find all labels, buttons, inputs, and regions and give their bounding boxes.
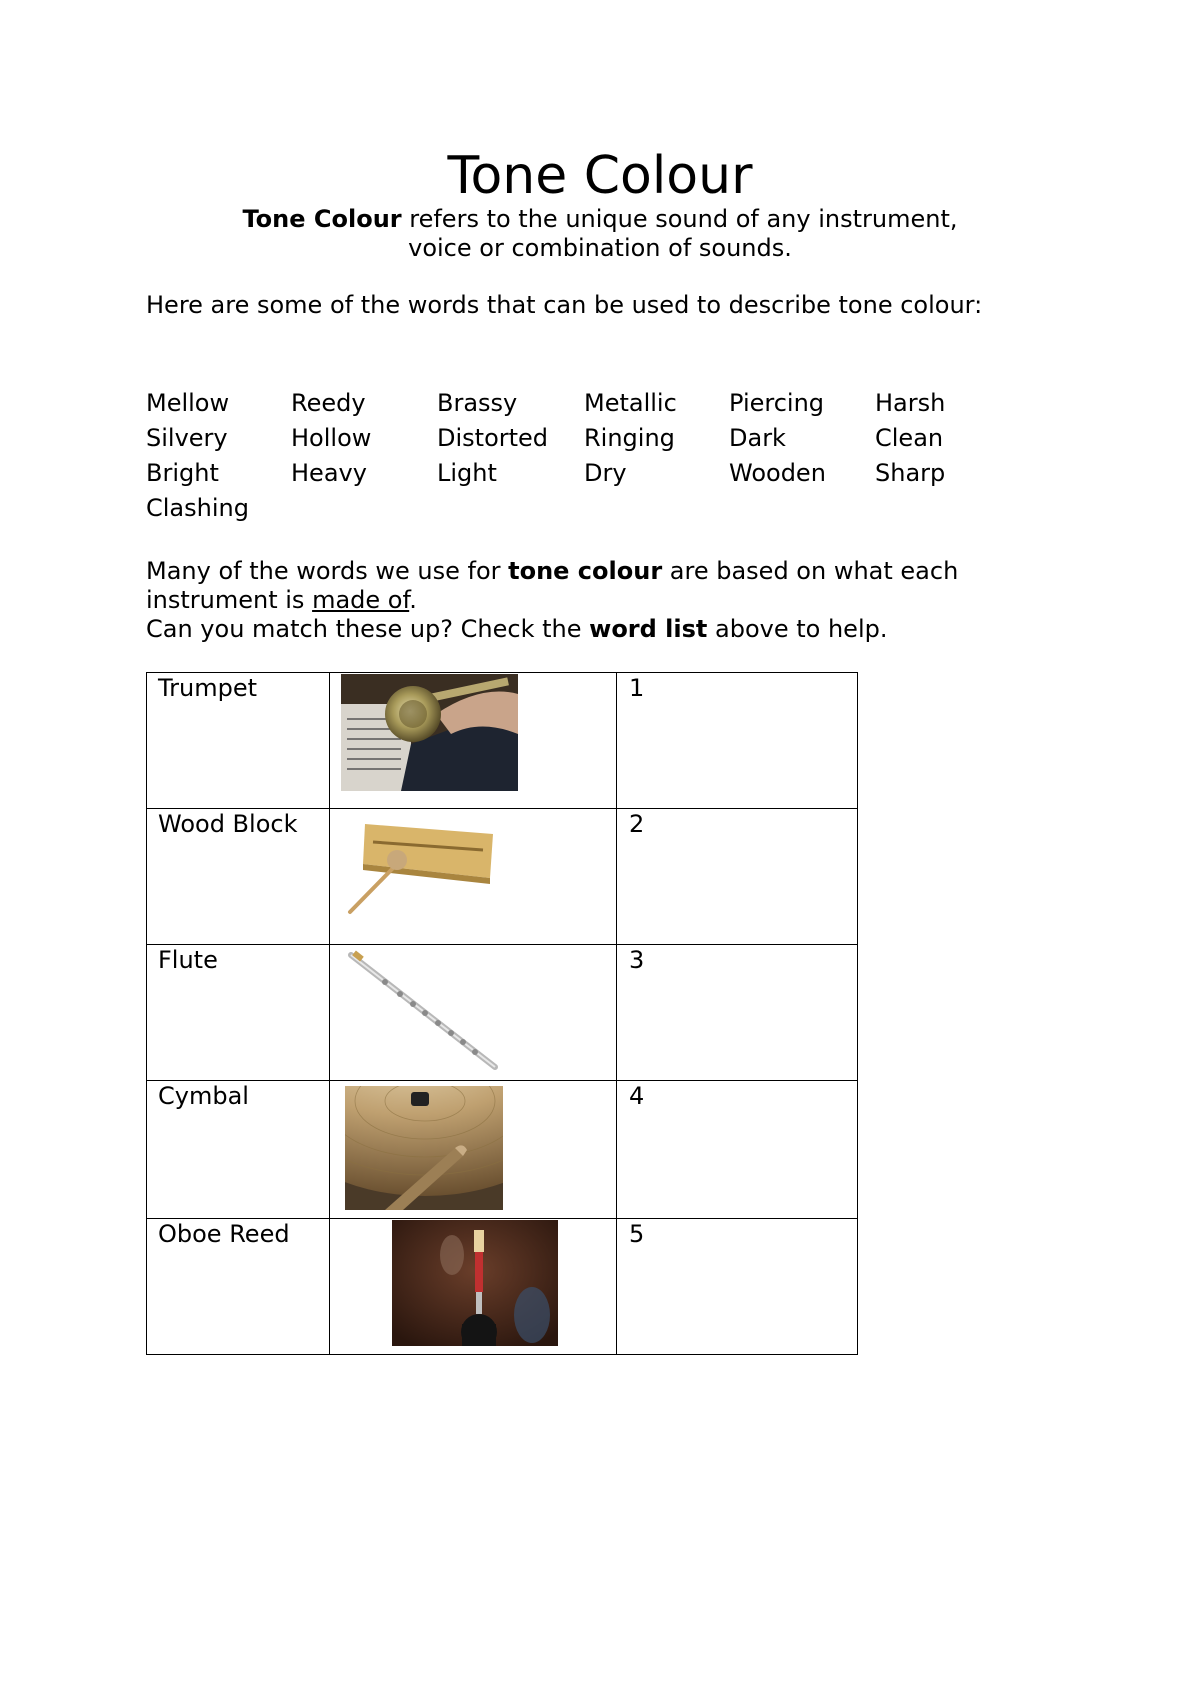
word-item: Sharp: [875, 459, 946, 487]
instrument-name: Cymbal: [147, 1081, 330, 1219]
intro-definition: refers to the unique sound of any instrument,: [401, 205, 958, 233]
instructions-line-2: [146, 586, 1026, 615]
matching-table: [146, 672, 858, 1355]
word-item: Bright: [146, 459, 219, 487]
word-item: Mellow: [146, 389, 230, 417]
table-row: [147, 1081, 858, 1219]
word-item: Piercing: [729, 389, 825, 417]
answer-number: 5: [617, 1219, 858, 1355]
word-item: Brassy: [437, 389, 518, 417]
word-list-prompt: Here are some of the words that can be used to describe tone colour:: [146, 291, 983, 319]
answer-number: 2: [617, 809, 858, 945]
word-item: Silvery: [146, 424, 228, 452]
word-item: Heavy: [291, 459, 367, 487]
answer-number: 1: [617, 673, 858, 809]
word-item: Dry: [584, 459, 627, 487]
instrument-image-cell: [330, 809, 617, 945]
intro-line-1: [0, 205, 1200, 234]
cymbal-photo: [345, 1086, 503, 1210]
instrument-name: Flute: [147, 945, 330, 1081]
word-item: Clashing: [146, 494, 249, 522]
text-run: Can you match these up? Check the: [146, 615, 590, 643]
instrument-image-cell: [330, 945, 617, 1081]
word-item: Reedy: [291, 389, 366, 417]
instrument-name: Trumpet: [147, 673, 330, 809]
instrument-image-cell: [330, 673, 617, 809]
instrument-name: Oboe Reed: [147, 1219, 330, 1355]
text-run: Many of the words we use for: [146, 557, 509, 585]
instructions-paragraph: [146, 557, 1026, 644]
answer-number: 4: [617, 1081, 858, 1219]
text-run: are based on what each: [662, 557, 959, 585]
intro-line-2: voice or combination of sounds.: [408, 234, 792, 262]
word-list-emphasis: word list: [589, 615, 708, 643]
page-title: Tone Colour: [447, 146, 753, 206]
word-list: [146, 386, 975, 526]
word-item: Light: [437, 459, 497, 487]
table-row: [147, 1219, 858, 1355]
table-row: [147, 945, 858, 1081]
made-of-underlined: made of: [312, 586, 410, 614]
word-item: Harsh: [875, 389, 946, 417]
answer-number: 3: [617, 945, 858, 1081]
tone-colour-emphasis: tone colour: [508, 557, 663, 585]
word-item: Dark: [729, 424, 786, 452]
flute-photo: [345, 949, 500, 1073]
word-item: Ringing: [584, 424, 675, 452]
instrument-image-cell: [330, 1219, 617, 1355]
wood-block-photo: [345, 812, 495, 917]
text-run: above to help.: [707, 615, 888, 643]
word-item: Metallic: [584, 389, 677, 417]
text-run: instrument is: [146, 586, 313, 614]
instrument-image-cell: [330, 1081, 617, 1219]
instructions-line-1: [146, 557, 1026, 586]
word-item: Hollow: [291, 424, 372, 452]
intro-term: Tone Colour: [242, 205, 402, 233]
instrument-name: Wood Block: [147, 809, 330, 945]
table-row: [147, 673, 858, 809]
word-item: Wooden: [729, 459, 826, 487]
intro-text: [0, 205, 1200, 263]
word-item: Distorted: [437, 424, 549, 452]
table-row: [147, 809, 858, 945]
word-item: Clean: [875, 424, 944, 452]
instructions-line-3: [146, 615, 1026, 644]
text-run: .: [409, 586, 417, 614]
trumpet-photo: [341, 674, 518, 791]
oboe-reed-photo: [392, 1220, 558, 1346]
